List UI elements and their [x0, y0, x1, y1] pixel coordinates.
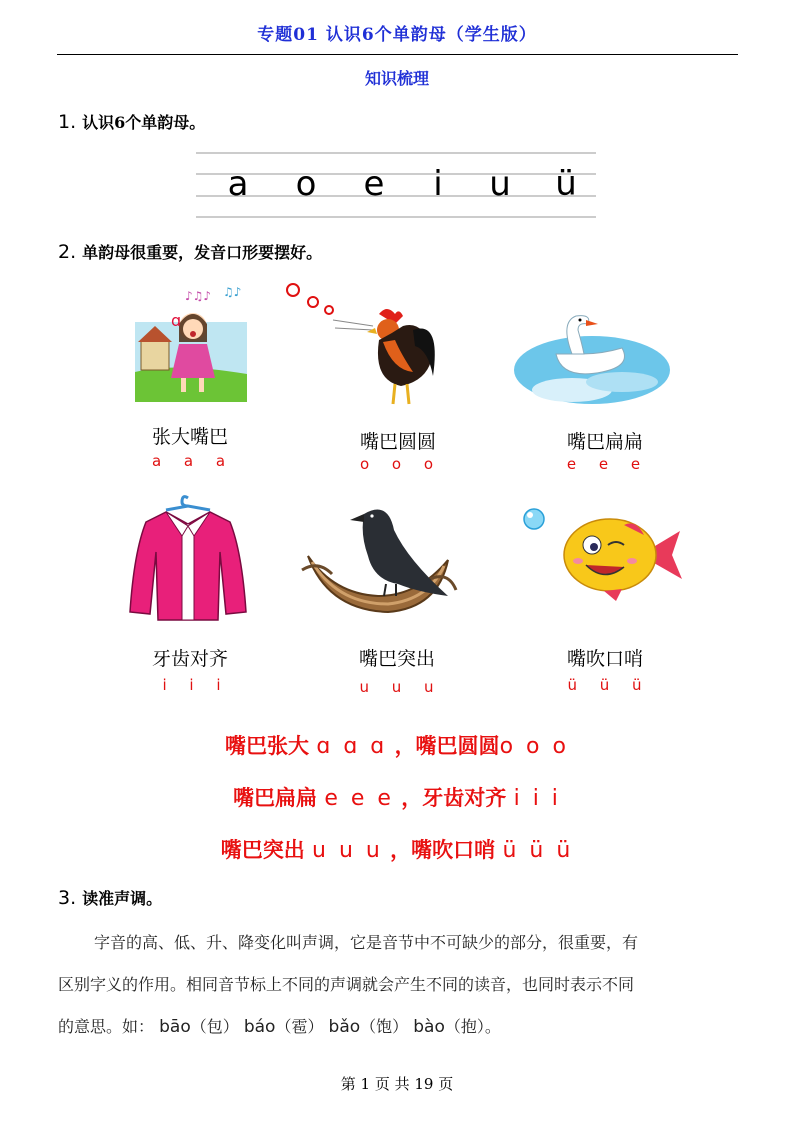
card-caption: 张大嘴巴 [151, 426, 228, 448]
rhyme-pinyin: ü ü ü [502, 838, 574, 863]
card-caption: 嘴巴扁扁 [566, 431, 643, 453]
heading-number: 3. [58, 887, 77, 909]
header-divider [57, 54, 738, 55]
heading-number: 1. [58, 111, 77, 133]
tone-example-pinyin: báo [243, 1017, 276, 1037]
heading-number: 2. [58, 241, 77, 263]
rhyme-line [0, 782, 794, 812]
rhyme-pinyin: o o o [499, 734, 569, 759]
card-caption: 嘴吹口哨 [566, 648, 643, 670]
rooster-picture [283, 280, 443, 410]
card-pinyin: ü ü ü [567, 676, 651, 694]
crow-picture [298, 500, 458, 620]
card-pinyin: o o o [359, 455, 443, 473]
vowel-writing-grid [196, 150, 596, 220]
vowel-a: a [227, 164, 249, 204]
girl-singing-picture [135, 282, 247, 402]
goose-picture [512, 310, 672, 410]
heading-3 [58, 886, 162, 909]
tone-example-char: （雹） [275, 1017, 324, 1036]
rhyme-line [0, 834, 794, 864]
card-pinyin: u u u [359, 678, 443, 696]
rhyme-text: 嘴巴突出 [220, 837, 305, 862]
rhyme-line [0, 730, 794, 760]
rhyme-text: ，嘴吹口哨 [390, 837, 496, 862]
paragraph-line: 字音的高、低、升、降变化叫声调，它是音节中不可缺少的部分，很重要，有 [94, 933, 639, 952]
rhyme-pinyin: ɑ ɑ ɑ [316, 734, 388, 759]
heading-2 [58, 240, 322, 263]
heading-1 [58, 110, 205, 133]
vowel-i: i [433, 164, 443, 204]
card-pinyin: e e e [566, 455, 650, 473]
vowel-o: o [295, 164, 317, 204]
tone-example-char: （包） [190, 1017, 239, 1036]
heading-text: 认识6个单韵母。 [82, 113, 206, 132]
heading-text: 单韵母很重要，发音口形要摆好。 [82, 243, 323, 262]
page-number-footer: 第 1 页 共 19 页 [340, 1075, 454, 1093]
paragraph-line [58, 1006, 738, 1048]
rhyme-text: ，牙齿对齐 [401, 785, 507, 810]
paragraph-line: 区别字义的作用。相同音节标上不同的声调就会产生不同的读音，也同时表示不同 [58, 975, 635, 994]
section-title: 知识梳理 [364, 69, 429, 88]
card-caption: 牙齿对齐 [151, 648, 228, 670]
rhyme-text: ，嘴巴圆圆 [394, 733, 500, 758]
svg-text:ɑ: ɑ [171, 311, 182, 330]
card-pinyin: a a a [151, 452, 235, 470]
heading-text: 读准声调。 [82, 889, 163, 908]
tone-example-pinyin: bāo [159, 1017, 191, 1037]
vowel-u-umlaut: ü [555, 164, 577, 204]
rhyme-text: 嘴巴扁扁 [233, 785, 318, 810]
fish-picture [520, 505, 690, 605]
card-pinyin: i i i [162, 676, 230, 694]
vowel-e: e [363, 164, 385, 204]
vowel-u: u [489, 164, 511, 204]
tone-example-char: （抱）。 [444, 1017, 501, 1036]
paragraph-text: 的意思。如： [58, 1017, 155, 1036]
card-caption: 嘴巴突出 [358, 648, 435, 670]
document-title: 专题01 认识6个单韵母（学生版） [257, 25, 537, 45]
rhyme-pinyin: i i i [513, 786, 561, 811]
rhyme-text: 嘴巴张大 [225, 733, 310, 758]
rhyme-pinyin: e e e [324, 786, 394, 811]
tone-example-pinyin: bǎo [328, 1017, 361, 1037]
svg-text:♫♪: ♫♪ [223, 285, 242, 299]
svg-text:♪♫♪: ♪♫♪ [185, 289, 212, 303]
rhyme-pinyin: u u u [312, 838, 383, 863]
card-caption: 嘴巴圆圆 [359, 431, 436, 453]
tone-example-pinyin: bào [413, 1017, 445, 1037]
shirt-picture [126, 492, 250, 622]
tone-example-char: （饱） [360, 1017, 409, 1036]
